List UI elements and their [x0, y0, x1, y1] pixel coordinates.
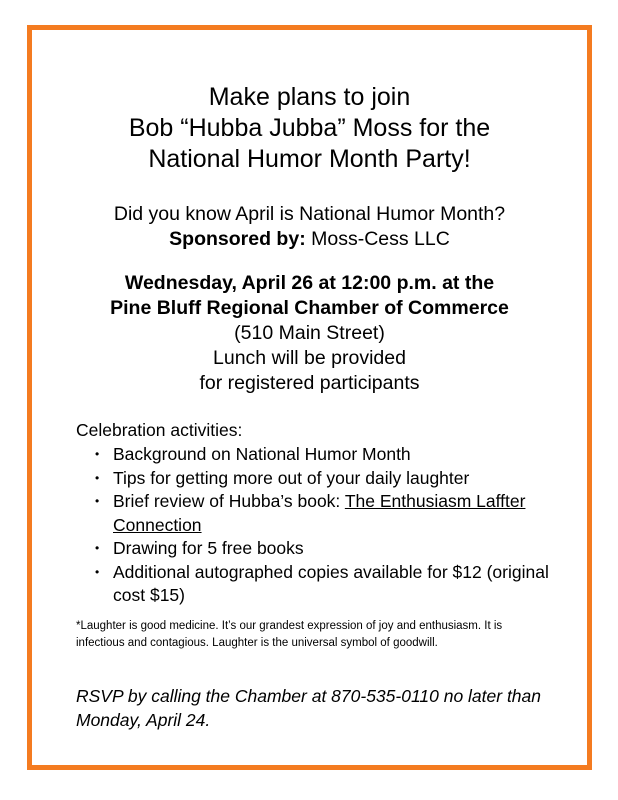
event-venue-line: Pine Bluff Regional Chamber of Commerce [110, 297, 509, 319]
event-date-line: Wednesday, April 26 at 12:00 p.m. at the [124, 272, 495, 294]
sponsor-label: Sponsored by: [169, 228, 306, 250]
heading-line-1: Make plans to join [208, 83, 411, 111]
activities-list [74, 443, 575, 608]
event-lunch-line-1: Lunch will be provided [213, 347, 406, 369]
rsvp-notice: RSVP by calling the Chamber at 870-535-0110 no later than Monday, April 24. [76, 686, 542, 730]
event-lunch-line-2: for registered participants [199, 372, 420, 394]
sponsor-name: Moss-Cess LLC [311, 228, 450, 250]
flyer-frame [27, 25, 592, 770]
footnote: *Laughter is good medicine. It’s our grandest expression of joy and enthusiasm. It is infectious and contagious. Laughter is the universal symbol of goodwill. [76, 620, 503, 649]
intro-block [32, 202, 587, 252]
event-block [32, 271, 587, 396]
event-address: (510 Main Street) [234, 322, 385, 344]
book-title: The Enthusiasm Laffter Connection [113, 491, 526, 535]
flyer-heading [32, 82, 587, 175]
list-item: • Background on National Humor Month [95, 443, 575, 467]
list-item: • Drawing for 5 free books [95, 537, 575, 561]
intro-question: Did you know April is National Humor Month? [113, 203, 506, 225]
list-item: • Tips for getting more out of your daily laughter [95, 467, 575, 491]
list-item: • Brief review of Hubba’s book: The Enthusiasm Laffter Connection [95, 490, 575, 537]
heading-line-2: Bob “Hubba Jubba” Moss for the [128, 114, 491, 142]
heading-line-3: National Humor Month Party! [148, 145, 471, 173]
sponsor-line [32, 227, 587, 252]
activities-title: Celebration activities: [76, 420, 243, 440]
list-item: • Additional autographed copies available for $12 (original cost $15) [95, 561, 575, 608]
